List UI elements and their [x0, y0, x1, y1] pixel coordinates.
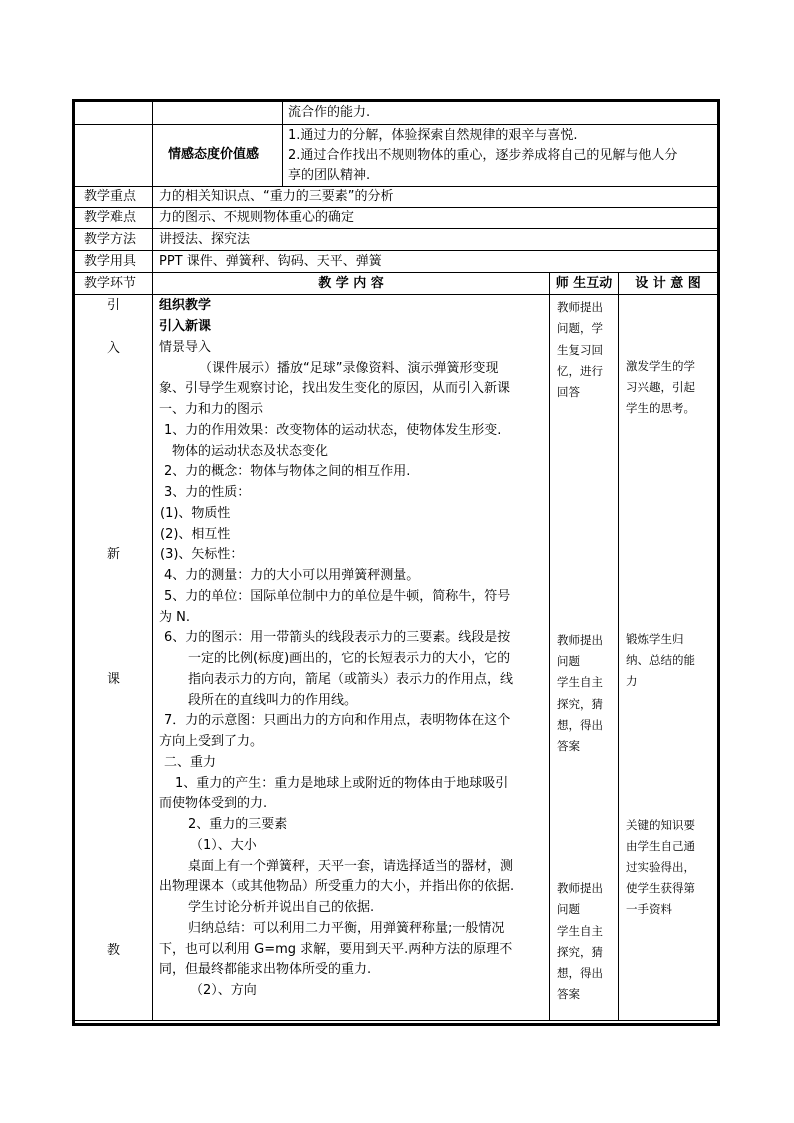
column-divider — [618, 272, 619, 1020]
intent-line: 纳、总结的能 — [626, 653, 695, 667]
content-line: 下，也可以利用 G=mg 求解，要用到天平.两种方法的原理不 — [159, 942, 513, 957]
content-line: 6、力的图示：用一带箭头的线段表示力的三要素。线段是按 — [164, 630, 511, 645]
content-line: 1、力的作用效果：改变物体的运动状态，使物体发生形变. — [164, 423, 502, 438]
content-line: (1)、物质性 — [160, 506, 231, 521]
interaction-line: 忆，进行 — [557, 364, 603, 378]
content-line: （2）、方向 — [190, 983, 257, 998]
interaction-line: 教师提出 — [557, 881, 603, 895]
intent-line: 使学生获得第 — [626, 881, 695, 895]
content-line: 而使物体受到的力. — [159, 796, 268, 811]
content-line: 指向表示力的方向，箭尾（或箭头）表示力的作用点，线 — [188, 672, 514, 687]
interaction-line: 生复习回 — [557, 343, 603, 357]
content-line: 一、力和力的图示 — [159, 402, 264, 417]
key-points-value: 力的相关知识点、“重力的三要素”的分析 — [159, 189, 394, 204]
intent-line: 锻炼学生归 — [626, 632, 684, 646]
interaction-line: 想，得出 — [557, 718, 603, 732]
content-line: 为 N. — [159, 610, 190, 625]
content-line: 引入新课 — [159, 319, 212, 334]
content-line: 归纳总结：可以利用二力平衡，用弹簧秤称量;一般情况 — [188, 921, 505, 936]
key-points-label: 教学重点 — [84, 189, 137, 204]
content-line: 一定的比例(标度)画出的，它的长短表示力的大小，它的 — [188, 651, 511, 666]
interaction-line: 教师提出 — [557, 300, 603, 314]
intent-line: 激发学生的学 — [626, 359, 695, 373]
emotion-label: 情感态度价值感 — [168, 147, 260, 162]
interaction-line: 探究，猜 — [557, 945, 603, 959]
tools-value: PPT 课件、弹簧秤、钩码、天平、弹簧 — [159, 254, 382, 269]
content-line: 情景导入 — [159, 340, 212, 355]
content-line: 出物理课本（或其他物品）所受重力的大小，并指出你的依据. — [159, 879, 515, 894]
content-line: 4、力的测量：力的大小可以用弹簧秤测量。 — [164, 568, 420, 583]
column-divider — [282, 102, 283, 186]
content-line: 桌面上有一个弹簧秤，天平一套，请选择适当的器材，测 — [188, 859, 514, 874]
row-divider — [75, 1020, 717, 1021]
stage-char: 教 — [106, 943, 120, 958]
method-value: 讲授法、探究法 — [159, 232, 251, 247]
content-line: 物体的运动状态及状态变化 — [172, 444, 329, 459]
header-content: 教 学 内 容 — [318, 276, 384, 291]
tools-label: 教学用具 — [84, 254, 137, 269]
column-divider — [549, 272, 550, 1020]
content-line: 同，但最终都能求出物体所受的重力. — [159, 962, 372, 977]
content-line: 7．力的示意图：只画出力的方向和作用点，表明物体在这个 — [164, 713, 511, 728]
row-divider — [75, 250, 717, 251]
header-stage: 教学环节 — [84, 276, 137, 291]
content-line: (2)、相互性 — [160, 527, 231, 542]
content-line: 3、力的性质： — [164, 485, 251, 500]
row-divider — [75, 272, 717, 273]
interaction-line: 问题，学 — [557, 321, 603, 335]
content-line: （1）、大小 — [190, 838, 257, 853]
stage-char: 新 — [106, 547, 120, 562]
row-divider — [75, 207, 717, 208]
stage-char: 入 — [106, 341, 120, 356]
interaction-line: 学生自主 — [557, 675, 603, 689]
content-line: 二、重力 — [164, 755, 217, 770]
content-line: 5、力的单位：国际单位制中力的单位是牛顿，简称牛，符号 — [164, 589, 511, 604]
stage-char: 课 — [106, 672, 120, 687]
intent-line: 过实验得出， — [626, 860, 695, 874]
content-line: 段所在的直线叫力的作用线。 — [188, 693, 358, 708]
intent-line: 由学生自己通 — [626, 839, 695, 853]
content-line: 组织教学 — [159, 298, 212, 313]
content-line: 1、重力的产生：重力是地球上或附近的物体由于地球吸引 — [175, 776, 509, 791]
row-divider — [152, 124, 717, 125]
row-divider — [75, 294, 717, 295]
interaction-line: 想，得出 — [557, 966, 603, 980]
interaction-line: 教师提出 — [557, 633, 603, 647]
content-line: (3)、矢标性： — [160, 547, 244, 562]
stage-char: 引 — [106, 298, 120, 313]
intent-line: 习兴趣，引起 — [626, 380, 695, 394]
emotion-line: 1.通过力的分解，体验探索自然规律的艰辛与喜悦. — [288, 128, 578, 143]
intent-line: 学生的思考。 — [626, 401, 695, 415]
difficulties-label: 教学难点 — [84, 210, 137, 225]
intent-line: 关键的知识要 — [626, 818, 695, 832]
interaction-line: 学生自主 — [557, 924, 603, 938]
interaction-line: 答案 — [557, 739, 580, 753]
interaction-line: 问题 — [557, 902, 580, 916]
emotion-line: 2.通过合作找出不规则物体的重心，逐步养成将自己的见解与他人分 — [288, 148, 678, 163]
ability-continuation: 流合作的能力. — [288, 105, 371, 120]
header-intent: 设 计 意 图 — [635, 276, 701, 291]
interaction-line: 探究，猜 — [557, 697, 603, 711]
content-line: （课件展示）播放“足球”录像资料、演示弹簧形变现 — [199, 361, 499, 376]
row-divider — [75, 228, 717, 229]
method-label: 教学方法 — [84, 232, 137, 247]
content-line: 方向上受到了力。 — [159, 734, 264, 749]
interaction-line: 答案 — [557, 987, 580, 1001]
content-line: 2、重力的三要素 — [188, 817, 288, 832]
intent-line: 力 — [626, 674, 638, 688]
interaction-line: 问题 — [557, 654, 580, 668]
intent-line: 一手资料 — [626, 902, 672, 916]
header-interaction: 师 生互动 — [555, 276, 613, 291]
content-line: 象、引导学生观察讨论，找出发生变化的原因，从而引入新课 — [159, 381, 511, 396]
interaction-line: 回答 — [557, 385, 580, 399]
content-line: 学生讨论分析并说出自己的依据. — [188, 900, 375, 915]
content-line: 2、力的概念：物体与物体之间的相互作用. — [164, 464, 411, 479]
emotion-line: 享的团队精神. — [288, 168, 371, 183]
row-divider — [75, 186, 717, 187]
difficulties-value: 力的图示、不规则物体重心的确定 — [159, 210, 355, 225]
